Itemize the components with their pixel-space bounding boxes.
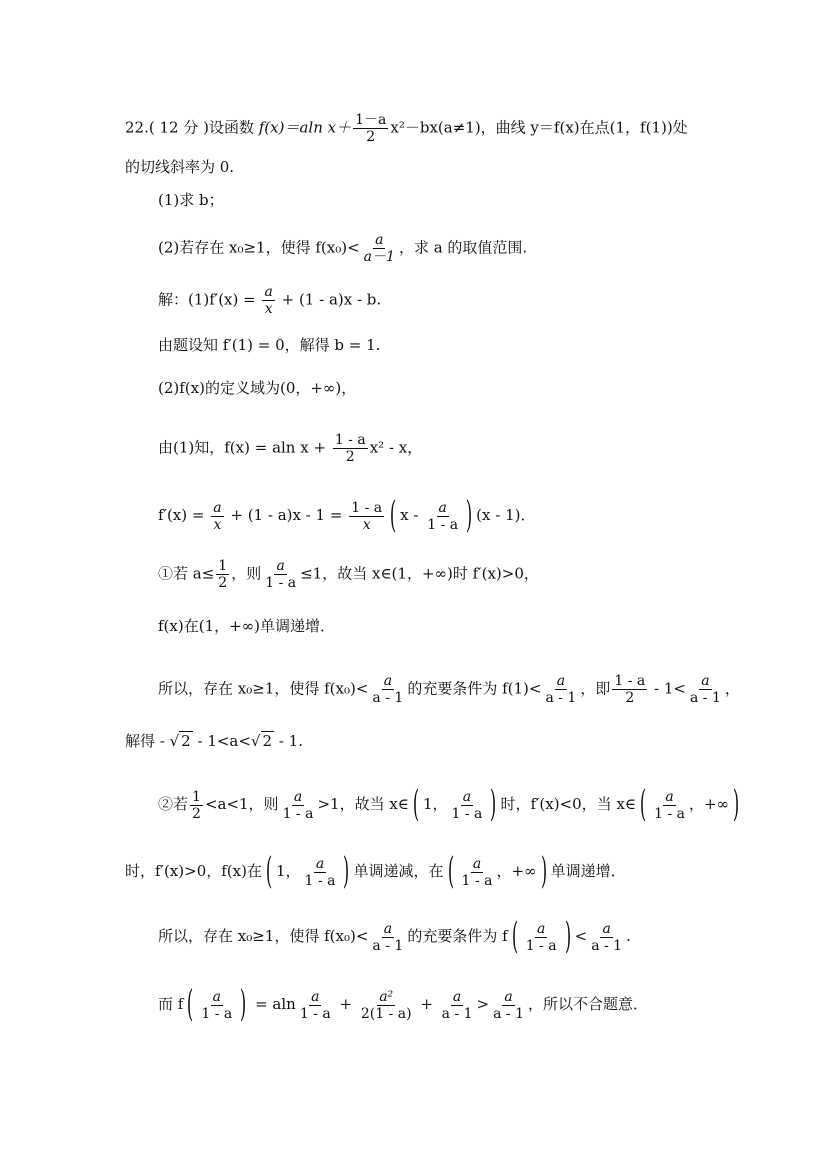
s1-text-2: + (1 - a)x - b.	[276, 290, 382, 309]
stem-fraction	[353, 112, 388, 145]
frac-num: a	[472, 855, 482, 872]
c2-fraction-1	[190, 789, 203, 822]
frac-den: a - 1	[441, 1005, 473, 1022]
s5-fraction-1	[211, 500, 223, 533]
right-paren: )	[490, 784, 497, 825]
case-1-line-2: f(x)在(1，+∞)单调递增．	[158, 617, 336, 635]
left-paren: (	[639, 784, 647, 825]
solution-line-3: (2)f(x)的定义域为(0，+∞)，	[158, 379, 357, 397]
question-1: (1)求 b；	[158, 191, 224, 209]
radicand: 2	[262, 732, 273, 750]
c2i-text-5: >	[476, 995, 490, 1013]
frac-den: 2	[625, 690, 635, 706]
frac-den: 2(1 - a)	[360, 1005, 412, 1022]
frac-den: 2	[218, 575, 228, 591]
solution-line-4	[158, 432, 422, 465]
c2g-text-2: 1，	[276, 862, 301, 880]
c2i-fraction-2	[298, 989, 333, 1022]
q2-text-2: ，求 a 的取值范围.	[398, 238, 528, 257]
case-2-line-4	[158, 985, 648, 1025]
frac-num: a	[602, 920, 611, 937]
radicand: 2	[181, 732, 191, 750]
frac-den: a - 1	[372, 937, 404, 954]
c2-fraction-4	[652, 789, 687, 822]
c1-fraction-2	[263, 558, 298, 591]
c2i-text-4: +	[415, 995, 438, 1013]
q2-fraction	[362, 232, 397, 265]
frac-den: 1 - a	[461, 872, 493, 889]
stem-text: 设函数	[208, 118, 259, 137]
frac-num: a	[264, 284, 273, 300]
s5-text-3: x -	[400, 506, 424, 524]
problem-stem-line2: 的切线斜率为 0.	[125, 158, 235, 176]
c1e-text-2: 的充要条件为 f(1)<	[407, 679, 542, 698]
c1-text: ①若 a≤	[158, 564, 215, 583]
c2g-text: 时，f′(x)>0，f(x)在	[125, 862, 262, 880]
frac-den: 1 - a	[201, 1005, 233, 1022]
frac-den: 1 - a	[299, 1005, 331, 1022]
frac-num: a	[452, 988, 462, 1005]
frac-num: 1	[192, 788, 201, 805]
solution-line-2: 由题设知 f′(1) = 0，解得 b = 1.	[158, 336, 381, 354]
q2-text: (2)若存在 x₀≥1，使得 f(x₀)<	[158, 238, 360, 257]
case-2-line-1	[158, 785, 743, 825]
c2i-text: 而 f	[158, 995, 184, 1013]
right-paren: )	[465, 495, 473, 536]
c2g-text-3: 单调递减，在	[353, 862, 444, 880]
frac-num: a	[276, 558, 285, 574]
s4-text-2: x² - x，	[369, 438, 423, 457]
frac-den: x	[264, 301, 273, 317]
s4-text: 由(1)知，f(x) = aln x +	[158, 438, 331, 457]
frac-num: a	[504, 988, 513, 1005]
solution-line-1	[158, 284, 381, 317]
frac-den: a - 1	[689, 690, 721, 706]
c2-text-5: 时，f′(x)<0，当 x∈	[500, 795, 637, 813]
problem-score: ( 12 分 )	[148, 118, 209, 137]
stem-function: f(x)＝aln x＋	[258, 118, 352, 137]
c1e-fraction-1	[370, 673, 405, 706]
c2-fraction-2	[281, 789, 316, 822]
frac-num: 1	[218, 558, 228, 574]
c2i-fraction-4	[440, 989, 475, 1022]
c2-fraction-3	[450, 789, 485, 822]
c1f-text: 解得 -	[125, 732, 170, 750]
frac-num: a	[383, 920, 393, 937]
frac-num: a²	[379, 988, 394, 1005]
frac-den: x	[213, 516, 222, 533]
frac-num: a	[293, 788, 303, 805]
frac-den: 1 - a	[451, 805, 483, 822]
c1-text-2: ，则	[231, 564, 262, 583]
s5-fraction-3	[425, 500, 460, 533]
c2h-text-2: 的充要条件为 f	[407, 927, 508, 945]
c1e-text-4: - 1<	[649, 679, 686, 698]
c1f-text-3: - 1.	[274, 732, 303, 750]
c2i-text-3: +	[334, 995, 357, 1013]
c2-text-2: <a<1，则	[204, 795, 279, 813]
case-2-line-3	[158, 917, 631, 957]
c1e-text: 所以，存在 x₀≥1，使得 f(x₀)<	[158, 679, 369, 698]
c2g-fraction-2	[460, 856, 495, 889]
c2h-text-4: .	[626, 927, 631, 945]
frac-num: 1 - a	[351, 499, 383, 516]
s5-text-4: (x - 1)．	[476, 506, 536, 524]
frac-den: a－1	[363, 249, 395, 265]
c1-text-3: ≤1，故当 x∈(1，+∞)时 f′(x)>0，	[300, 564, 539, 583]
question-2	[158, 232, 527, 265]
frac-num: 1 - a	[334, 432, 366, 448]
frac-num: a	[212, 988, 221, 1005]
problem-number: 22.	[125, 118, 149, 137]
frac-num: 1－a	[355, 112, 387, 128]
c2-text-6: ，+∞	[688, 795, 730, 813]
frac-den: 2	[192, 805, 201, 822]
c1e-text-3: ，即	[580, 679, 611, 698]
frac-den: a - 1	[372, 690, 404, 706]
frac-num: a	[462, 788, 472, 805]
frac-den: a - 1	[591, 937, 623, 954]
right-paren: )	[564, 916, 571, 957]
c2h-fraction-3	[589, 921, 624, 954]
frac-den: a - 1	[545, 690, 577, 706]
frac-den: 1 - a	[427, 516, 459, 533]
c1f-text-2: - 1<a<	[192, 732, 251, 750]
frac-den: 1 - a	[265, 575, 297, 591]
frac-num: a	[536, 920, 546, 937]
frac-num: a	[438, 499, 447, 516]
s4-fraction	[333, 432, 368, 465]
frac-den: 1 - a	[654, 805, 685, 822]
left-paren: (	[412, 784, 420, 825]
left-paren: (	[187, 984, 194, 1025]
s5-fraction-2	[349, 500, 384, 533]
c2g-text-5: 单调递增．	[550, 862, 626, 880]
right-paren: )	[732, 784, 740, 825]
c2-text-4: 1，	[422, 795, 448, 813]
left-paren: (	[389, 495, 397, 536]
frac-num: a	[665, 788, 674, 805]
c1e-fraction-4	[688, 673, 723, 706]
c2g-text-4: ，+∞	[496, 862, 537, 880]
frac-num: a	[213, 499, 222, 516]
frac-num: a	[311, 988, 320, 1005]
frac-den: 1 - a	[282, 805, 314, 822]
c2i-fraction-1	[199, 989, 234, 1022]
c2i-fraction-3	[359, 989, 414, 1022]
c2h-fraction-1	[370, 921, 405, 954]
frac-den: x	[362, 516, 371, 533]
solution-line-5	[158, 496, 535, 536]
s5-text-2: + (1 - a)x - 1 =	[225, 506, 348, 524]
c2h-text: 所以，存在 x₀≥1，使得 f(x₀)<	[158, 927, 369, 945]
left-paren: (	[511, 916, 518, 957]
case-2-line-2	[125, 852, 626, 892]
frac-den: 2	[345, 449, 355, 465]
right-paren: )	[240, 984, 247, 1025]
c1e-fraction-2	[543, 673, 578, 706]
c2i-text-6: ，所以不合题意．	[528, 995, 649, 1013]
c2-text: ②若	[158, 795, 189, 813]
stem-text-2: x²－bx(a≠1)，曲线 y＝f(x)在点(1，f(1))处	[390, 118, 688, 137]
c1e-fraction-3	[612, 673, 647, 706]
frac-num: a	[383, 673, 393, 689]
sqrt-1: √ 2	[169, 732, 191, 750]
right-paren: )	[540, 851, 547, 892]
frac-num: a	[701, 673, 710, 689]
sqrt-2: √ 2	[250, 732, 273, 750]
c2i-fraction-5	[491, 989, 526, 1022]
c2i-text-2: = aln	[250, 995, 296, 1013]
s1-fraction	[262, 284, 274, 317]
frac-den: 1 - a	[525, 937, 557, 954]
s5-text: f′(x) =	[158, 506, 210, 524]
s1-text: 解：(1)f′(x) =	[158, 290, 261, 309]
c2h-fraction-2	[524, 921, 559, 954]
frac-num: a	[556, 673, 566, 689]
c2g-fraction-1	[303, 856, 338, 889]
case-1-line-1	[158, 558, 539, 591]
left-paren: (	[447, 851, 454, 892]
c2h-text-3: <	[574, 927, 588, 945]
case-1-line-4	[125, 731, 303, 751]
frac-num: a	[375, 232, 384, 248]
problem-stem-line1	[125, 112, 688, 145]
case-1-line-3	[158, 673, 740, 706]
right-paren: )	[343, 851, 350, 892]
c1e-text-5: ，	[724, 679, 740, 698]
frac-den: 1 - a	[304, 872, 336, 889]
c1-fraction-1	[216, 558, 229, 591]
c2-text-3: >1，故当 x∈	[317, 795, 409, 813]
frac-num: 1 - a	[614, 673, 646, 689]
frac-den: a - 1	[493, 1005, 525, 1022]
left-paren: (	[265, 851, 273, 892]
frac-den: 2	[366, 129, 376, 145]
frac-num: a	[315, 855, 325, 872]
